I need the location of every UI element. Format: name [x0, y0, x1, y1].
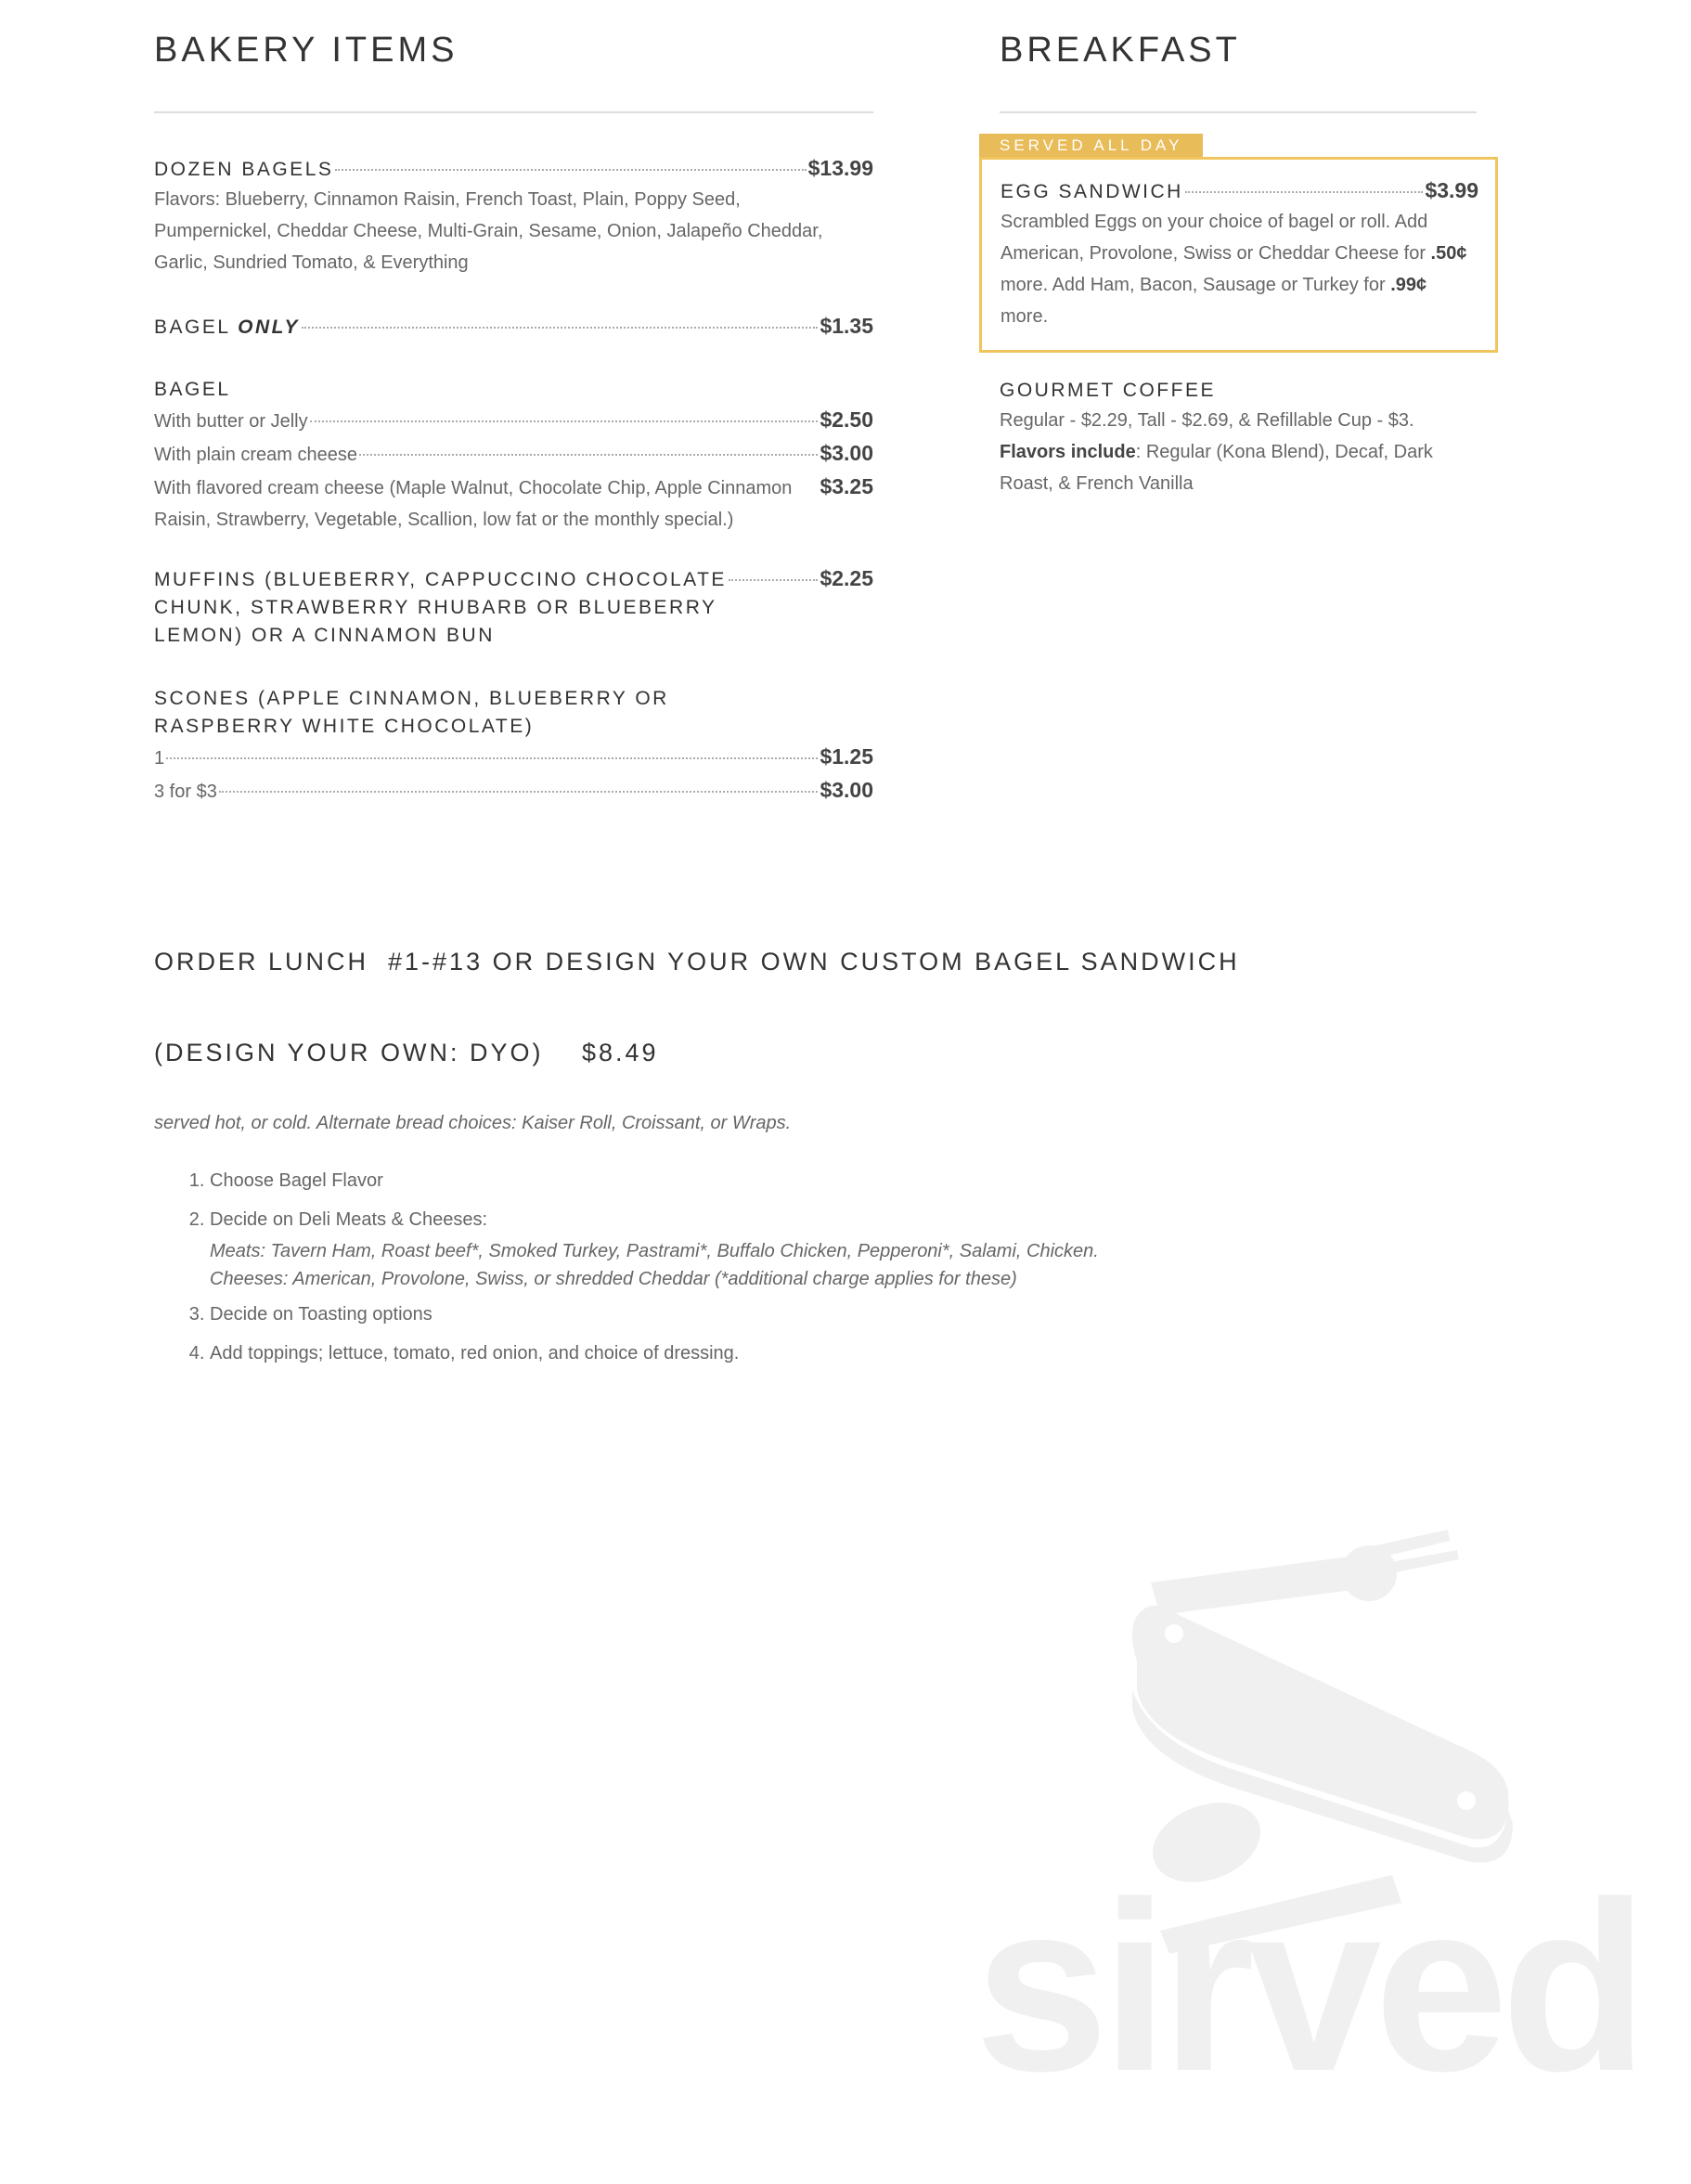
item-name-line: LEMON) OR A CINNAMON BUN	[154, 625, 495, 646]
item-name: EGG SANDWICH	[1000, 181, 1183, 202]
bakery-title: BAKERY ITEMS	[154, 31, 458, 70]
option-label: With plain cream cheese	[154, 445, 357, 465]
dyo-price: $8.49	[582, 1039, 659, 1066]
bakery-divider	[154, 111, 873, 113]
option-price: $3.25	[820, 474, 873, 498]
option-row	[154, 437, 873, 471]
option-label-continued: Raisin, Strawberry, Vegetable, Scallion, low fat or the monthly special.)	[154, 510, 734, 530]
item-name: MUFFINS (BLUEBERRY, CAPPUCCINO CHOCOLATE	[154, 569, 727, 590]
item-price: $2.25	[820, 566, 873, 590]
item-description	[1000, 206, 1478, 332]
step-item	[210, 1295, 1099, 1334]
step-text: Add toppings; lettuce, tomato, red onion, and choice of dressing.	[210, 1343, 740, 1363]
menu-item-dozen-bagels	[154, 156, 873, 278]
item-price: $3.99	[1425, 178, 1478, 202]
desc-price: .50¢	[1430, 243, 1467, 264]
coffee-prices: Regular - $2.29, Tall - $2.69, & Refillable Cup - $3.	[1000, 410, 1414, 431]
step-text: Decide on Toasting options	[210, 1304, 432, 1325]
desc-text: more.	[1000, 306, 1049, 327]
coffee-flavors	[1000, 436, 1477, 499]
dot-leader	[729, 579, 819, 581]
desc-price: .99¢	[1390, 275, 1427, 295]
menu-item-egg-sandwich	[1000, 178, 1478, 332]
dot-leader	[335, 169, 806, 171]
dot-leader	[359, 454, 818, 456]
breakfast-title: BREAKFAST	[1000, 31, 1241, 70]
option-label: With flavored cream cheese (Maple Walnut, Chocolate Chip, Apple Cinnamon	[154, 478, 793, 498]
option-price: $3.00	[820, 778, 873, 802]
menu-item-gourmet-coffee	[1000, 377, 1477, 499]
item-name: BAGEL	[154, 379, 231, 400]
item-name-line: RASPBERRY WHITE CHOCOLATE)	[154, 716, 535, 737]
option-price: $2.50	[820, 407, 873, 432]
item-name-emphasis: ONLY	[238, 317, 300, 338]
item-name: SCONES (APPLE CINNAMON, BLUEBERRY OR	[154, 688, 669, 709]
watermark-text: sirved	[975, 1853, 1642, 2088]
knife-rivet	[1457, 1791, 1476, 1810]
dyo-title: (DESIGN YOUR OWN: DYO)	[154, 1039, 544, 1066]
featured-box	[979, 157, 1498, 353]
step-item	[210, 1334, 1099, 1373]
dot-leader	[219, 791, 819, 793]
served-all-day-badge: SERVED ALL DAY	[979, 134, 1203, 157]
menu-item-bagel-only	[154, 314, 873, 342]
option-row	[154, 404, 873, 437]
dot-leader	[302, 327, 819, 329]
option-price: $3.00	[820, 441, 873, 465]
sirved-watermark	[965, 1513, 1652, 2088]
option-label: With butter or Jelly	[154, 411, 308, 432]
option-price: $1.25	[820, 744, 873, 769]
item-name: DOZEN BAGELS	[154, 159, 334, 180]
item-description: Flavors: Blueberry, Cinnamon Raisin, French Toast, Plain, Poppy Seed, Pumpernickel, Cheddar Cheese, Multi-Grain, Sesame, Onion, Jalapeño Cheddar, Garlic, Sundried Tomato, & Everything	[154, 189, 823, 273]
meats-list: Meats: Tavern Ham, Roast beef*, Smoked Turkey, Pastrami*, Buffalo Chicken, Pepperoni*, Salami, Chicken.	[210, 1241, 1099, 1261]
option-row	[154, 741, 873, 774]
flavors-text: : Regular (Kona Blend), Decaf, Dark Roast, & French Vanilla	[1000, 442, 1433, 494]
step-text: Decide on Deli Meats & Cheeses:	[210, 1209, 488, 1230]
dot-leader	[1185, 191, 1424, 193]
option-row	[154, 774, 873, 808]
item-name-line: CHUNK, STRAWBERRY RHUBARB OR BLUEBERRY	[154, 597, 717, 618]
menu-item-muffins	[154, 566, 873, 650]
dot-leader	[166, 757, 818, 759]
step-item	[210, 1200, 1099, 1295]
desc-text: more. Add Ham, Bacon, Sausage or Turkey for	[1000, 275, 1391, 295]
option-row	[154, 471, 873, 504]
item-name-text: BAGEL	[154, 317, 230, 338]
item-name: GOURMET COFFEE	[1000, 380, 1216, 401]
lunch-note: served hot, or cold. Alternate bread choices: Kaiser Roll, Croissant, or Wraps.	[154, 1113, 792, 1133]
lunch-title: ORDER LUNCH #1-#13 OR DESIGN YOUR OWN CUSTOM BAGEL SANDWICH	[154, 948, 1240, 976]
menu-item-scones	[154, 685, 873, 808]
breakfast-divider	[1000, 111, 1477, 113]
step-text: Choose Bagel Flavor	[210, 1170, 383, 1191]
item-price: $1.35	[820, 314, 873, 338]
desc-text: Scrambled Eggs on your choice of bagel or roll. Add American, Provolone, Swiss or Cheddar Cheese for	[1000, 212, 1431, 264]
menu-item-bagel	[154, 376, 873, 536]
knife-rivet	[1165, 1624, 1183, 1643]
option-label: 3 for $3	[154, 782, 217, 802]
cheeses-list: Cheeses: American, Provolone, Swiss, or shredded Cheddar (*additional charge applies for these)	[210, 1269, 1017, 1289]
item-name	[154, 314, 300, 342]
step-item	[210, 1161, 1099, 1200]
dot-leader	[310, 420, 819, 422]
item-price: $13.99	[807, 156, 873, 180]
flavors-label: Flavors include	[1000, 442, 1136, 462]
dyo-steps	[154, 1161, 1099, 1373]
option-label: 1	[154, 748, 165, 769]
